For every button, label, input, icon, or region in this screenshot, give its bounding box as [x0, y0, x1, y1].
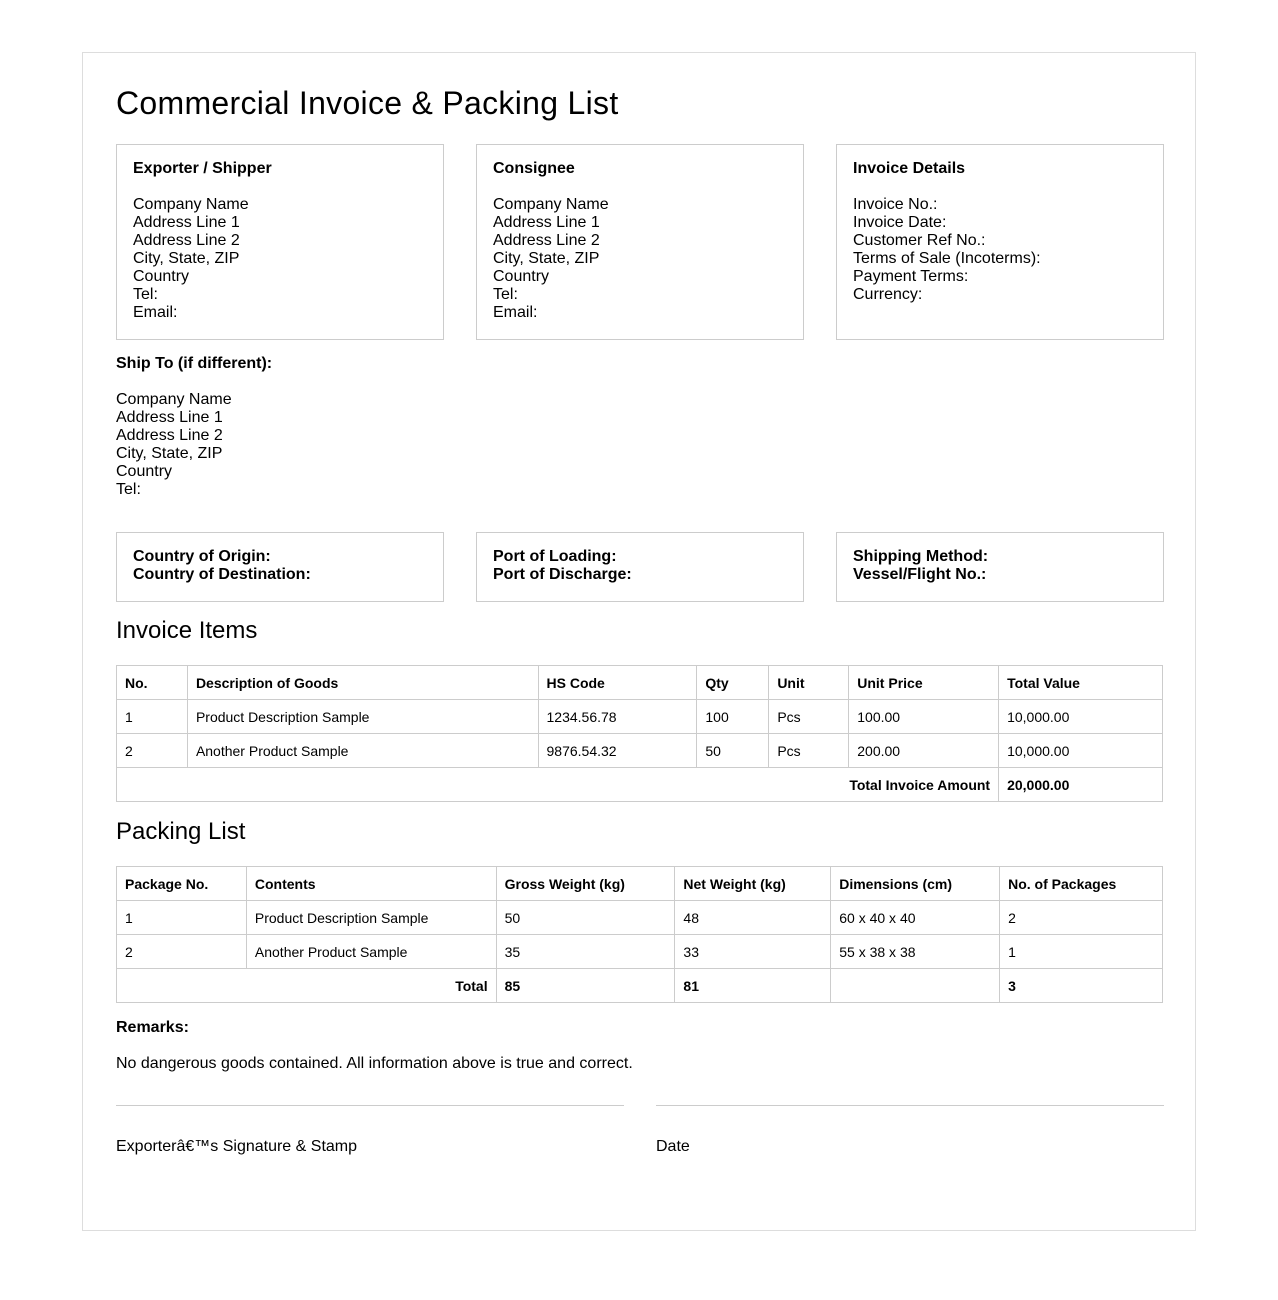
remarks-heading: Remarks:: [116, 1019, 189, 1036]
consignee-line: City, State, ZIP: [493, 250, 600, 267]
exporter-line: Country: [133, 268, 190, 285]
ship-to-section: [116, 355, 272, 499]
shipping-method-label: Shipping Method:: [853, 548, 989, 565]
empty-cell: [831, 969, 1000, 1003]
origin-box: [116, 532, 444, 602]
exporter-line: Address Line 2: [133, 232, 240, 249]
cell: 1: [117, 901, 247, 935]
consignee-box: [476, 144, 804, 340]
ship-to-heading: Ship To (if different):: [116, 355, 273, 372]
consignee-line: Address Line 1: [493, 214, 600, 231]
column-header: Package No.: [117, 867, 247, 901]
cell: 200.00: [849, 734, 999, 768]
cell: 100: [697, 700, 769, 734]
country-of-destination-label: Country of Destination:: [133, 566, 311, 583]
exporter-box: [116, 144, 444, 340]
cell: 48: [675, 901, 831, 935]
cell: 100.00: [849, 700, 999, 734]
consignee-line: Tel:: [493, 286, 518, 303]
ship-to-line: Tel:: [116, 481, 141, 498]
cell: 35: [496, 935, 675, 969]
column-header: No.: [117, 666, 188, 700]
cell: Pcs: [769, 700, 849, 734]
table-row: [117, 700, 1163, 734]
cell: 55 x 38 x 38: [831, 935, 1000, 969]
exporter-line: Address Line 1: [133, 214, 240, 231]
cell: Another Product Sample: [246, 935, 496, 969]
table-header-row: [117, 666, 1163, 700]
date-label: Date: [656, 1138, 690, 1155]
column-header: Contents: [246, 867, 496, 901]
invoice-detail-line: Payment Terms:: [853, 268, 969, 285]
ship-to-line: City, State, ZIP: [116, 445, 223, 462]
total-row: [117, 969, 1163, 1003]
cell: 2: [117, 935, 247, 969]
port-of-discharge-label: Port of Discharge:: [493, 566, 632, 583]
total-gross-weight: 85: [496, 969, 675, 1003]
column-header: Unit: [769, 666, 849, 700]
invoice-detail-line: Customer Ref No.:: [853, 232, 986, 249]
invoice-detail-line: Invoice Date:: [853, 214, 947, 231]
document-page: [82, 52, 1196, 1231]
cell: 10,000.00: [999, 700, 1163, 734]
consignee-line: Email:: [493, 304, 538, 321]
consignee-line: Address Line 2: [493, 232, 600, 249]
invoice-details-box: [836, 144, 1164, 340]
total-net-weight: 81: [675, 969, 831, 1003]
cell: 60 x 40 x 40: [831, 901, 1000, 935]
column-header: Total Value: [999, 666, 1163, 700]
cell: 50: [697, 734, 769, 768]
cell: Product Description Sample: [187, 700, 538, 734]
cell: 33: [675, 935, 831, 969]
cell: 1: [117, 700, 188, 734]
column-header: Qty: [697, 666, 769, 700]
invoice-items-table: [116, 665, 1163, 802]
consignee-line: Company Name: [493, 196, 609, 213]
exporter-line: Email:: [133, 304, 178, 321]
exporter-line: Company Name: [133, 196, 249, 213]
total-invoice-label: Total Invoice Amount: [117, 768, 999, 802]
total-packages: 3: [1000, 969, 1163, 1003]
vessel-flight-label: Vessel/Flight No.:: [853, 566, 987, 583]
column-header: Description of Goods: [187, 666, 538, 700]
exporter-line: City, State, ZIP: [133, 250, 240, 267]
consignee-line: Country: [493, 268, 550, 285]
invoice-detail-line: Invoice No.:: [853, 196, 938, 213]
invoice-items-heading: Invoice Items: [116, 617, 258, 644]
country-of-origin-label: Country of Origin:: [133, 548, 271, 565]
column-header: No. of Packages: [1000, 867, 1163, 901]
column-header: Gross Weight (kg): [496, 867, 675, 901]
shipping-method-box: [836, 532, 1164, 602]
column-header: Dimensions (cm): [831, 867, 1000, 901]
date-line: [656, 1105, 1164, 1106]
invoice-details-heading: Invoice Details: [853, 160, 966, 177]
consignee-heading: Consignee: [493, 160, 575, 177]
cell: 9876.54.32: [538, 734, 697, 768]
port-of-loading-label: Port of Loading:: [493, 548, 617, 565]
cell: 1: [1000, 935, 1163, 969]
ship-to-line: Address Line 2: [116, 427, 223, 444]
signature-label: Exporterâ€™s Signature & Stamp: [116, 1138, 358, 1155]
cell: 1234.56.78: [538, 700, 697, 734]
table-row: [117, 901, 1163, 935]
packing-list-table: [116, 866, 1163, 1003]
invoice-detail-line: Currency:: [853, 286, 923, 303]
total-invoice-value: 20,000.00: [999, 768, 1163, 802]
ship-to-line: Company Name: [116, 391, 232, 408]
exporter-line: Tel:: [133, 286, 158, 303]
invoice-detail-line: Terms of Sale (Incoterms):: [853, 250, 1041, 267]
column-header: Net Weight (kg): [675, 867, 831, 901]
signature-line: [116, 1105, 624, 1106]
remarks-text: No dangerous goods contained. All information above is true and correct.: [116, 1055, 633, 1072]
table-row: [117, 935, 1163, 969]
cell: 2: [1000, 901, 1163, 935]
column-header: HS Code: [538, 666, 697, 700]
exporter-heading: Exporter / Shipper: [133, 160, 272, 177]
ship-to-line: Country: [116, 463, 173, 480]
column-header: Unit Price: [849, 666, 999, 700]
cell: 50: [496, 901, 675, 935]
table-row: [117, 734, 1163, 768]
table-header-row: [117, 867, 1163, 901]
page-title: Commercial Invoice & Packing List: [116, 85, 619, 121]
cell: 10,000.00: [999, 734, 1163, 768]
packing-total-label: Total: [117, 969, 497, 1003]
cell: Pcs: [769, 734, 849, 768]
cell: 2: [117, 734, 188, 768]
cell: Another Product Sample: [187, 734, 538, 768]
packing-list-heading: Packing List: [116, 818, 246, 845]
cell: Product Description Sample: [246, 901, 496, 935]
ports-box: [476, 532, 804, 602]
ship-to-line: Address Line 1: [116, 409, 223, 426]
total-row: [117, 768, 1163, 802]
